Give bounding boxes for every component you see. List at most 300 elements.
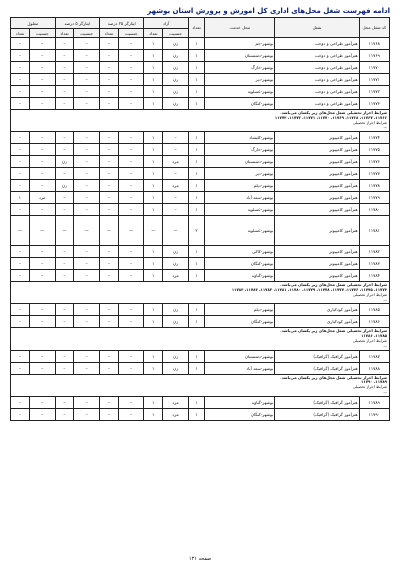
cell-job: هنرآموز طراحی و دوخت xyxy=(275,74,359,86)
table-row xyxy=(11,98,390,110)
cell-job: هنرآموز طراحی و دوخت xyxy=(275,86,359,98)
cell-c: – xyxy=(74,408,100,420)
cell-c: – xyxy=(74,86,100,98)
cell-code: ۱۱۷۷۴ xyxy=(359,132,389,144)
cell-n: ۱ xyxy=(188,408,204,420)
cell-loc: بوشهر-دیلم xyxy=(205,180,275,192)
cell-code: ۱۱۷۶۹ xyxy=(359,50,389,62)
cell-f: – xyxy=(11,396,30,408)
cell-fn: ۱ xyxy=(144,246,163,258)
col-job: شغل xyxy=(275,18,359,38)
cell-n: ۱ xyxy=(188,86,204,98)
cell-b: — xyxy=(100,216,119,246)
requirements-text xyxy=(11,110,390,132)
cell-code: ۱۱۷۷۸ xyxy=(359,180,389,192)
table-row xyxy=(11,316,390,328)
cell-fg: – xyxy=(163,144,189,156)
table-row xyxy=(11,192,390,204)
note-line: ۱۱۷۸۵، ۱۱۷۸۶ xyxy=(361,333,387,339)
cell-n: ۱ xyxy=(188,62,204,74)
cell-code: ۱۱۷۷۷ xyxy=(359,168,389,180)
note-line: شرایط احراز تحصیلی xyxy=(352,291,387,297)
cell-d: – xyxy=(55,98,74,110)
cell-n: ۱ xyxy=(188,38,204,50)
cell-e: – xyxy=(29,362,55,374)
cell-n: ۱ xyxy=(188,304,204,316)
col-disabled-gender: جنسیت xyxy=(29,29,55,38)
cell-a: – xyxy=(118,180,144,192)
cell-code: ۱۱۷۷۹ xyxy=(359,192,389,204)
cell-fg: – xyxy=(163,192,189,204)
cell-loc: بوشهر-عسلویه xyxy=(205,204,275,216)
cell-c: – xyxy=(74,362,100,374)
cell-d: – xyxy=(55,350,74,362)
cell-f: – xyxy=(11,408,30,420)
cell-code: ۱۱۷۸۲ xyxy=(359,246,389,258)
cell-a: – xyxy=(118,98,144,110)
cell-a: – xyxy=(118,156,144,168)
cell-e: – xyxy=(29,62,55,74)
cell-a: – xyxy=(118,86,144,98)
cell-loc: بوشهر-عسلویه xyxy=(205,86,275,98)
cell-d: زن xyxy=(55,156,74,168)
cell-fn: — xyxy=(144,216,163,246)
cell-fn: ۱ xyxy=(144,38,163,50)
cell-n: ۱ xyxy=(188,168,204,180)
cell-n: ۱ xyxy=(188,74,204,86)
cell-d: – xyxy=(55,62,74,74)
cell-b: – xyxy=(100,362,119,374)
col-free-gender: جنسیت xyxy=(163,29,189,38)
cell-d: زن xyxy=(55,180,74,192)
note-line: شرایط احراز تحصیلی شغل محل‌های زیر یکسان می‌باشد. xyxy=(280,282,387,288)
col-free-count: تعداد xyxy=(144,29,163,38)
cell-n: ۱ xyxy=(188,204,204,216)
cell-c: – xyxy=(74,168,100,180)
cell-code: ۱۱۷۸۰ xyxy=(359,204,389,216)
cell-c: – xyxy=(74,38,100,50)
table-row xyxy=(11,132,390,144)
cell-a: – xyxy=(118,316,144,328)
cell-code: ۱۱۷۸۵ xyxy=(359,304,389,316)
cell-e: – xyxy=(29,86,55,98)
cell-job: هنرآموز کامپیوتر xyxy=(275,180,359,192)
cell-loc: بوشهر-کلیشاد xyxy=(205,132,275,144)
cell-n: ۱ xyxy=(188,258,204,270)
cell-a: – xyxy=(118,246,144,258)
cell-d: – xyxy=(55,144,74,156)
cell-a: – xyxy=(118,50,144,62)
cell-b: – xyxy=(100,258,119,270)
cell-b: – xyxy=(100,38,119,50)
cell-job: هنرآموز کامپیوتر xyxy=(275,204,359,216)
cell-fg: زن xyxy=(163,62,189,74)
cell-c: – xyxy=(74,350,100,362)
cell-f: – xyxy=(11,98,30,110)
cell-a: – xyxy=(118,74,144,86)
cell-code: ۱۱۷۷۱ xyxy=(359,74,389,86)
col-q5-count: تعداد xyxy=(55,29,74,38)
cell-f: – xyxy=(11,316,30,328)
page-title: ادامه فهرست شغل محل‌های اداری کل آموزش و پرورش استان بوشهر xyxy=(147,7,390,15)
note-line: شرایط احراز تحصیلی شغل محل‌های زیر یکسان می‌باشد. xyxy=(280,110,387,115)
cell-e: – xyxy=(29,204,55,216)
col-q25-gender: جنسیت xyxy=(118,29,144,38)
cell-e: – xyxy=(29,180,55,192)
cell-loc: بوشهر-دشتستان xyxy=(205,156,275,168)
col-location: محل خدمت xyxy=(205,18,275,38)
cell-e: – xyxy=(29,50,55,62)
cell-c: – xyxy=(74,258,100,270)
cell-c: – xyxy=(74,156,100,168)
cell-f: – xyxy=(11,168,30,180)
cell-loc: بوشهر-گناوه xyxy=(205,270,275,282)
cell-n: ۱ xyxy=(188,396,204,408)
cell-b: – xyxy=(100,204,119,216)
cell-fg: زن xyxy=(163,74,189,86)
cell-f: – xyxy=(11,204,30,216)
cell-fg: مرد xyxy=(163,270,189,282)
cell-a: – xyxy=(118,408,144,420)
table-row xyxy=(11,396,390,408)
cell-c: – xyxy=(74,98,100,110)
cell-f: – xyxy=(11,74,30,86)
cell-job: هنرآموز کامپیوتر xyxy=(275,246,359,258)
cell-f: – xyxy=(11,180,30,192)
cell-c: – xyxy=(74,396,100,408)
note-line: — xyxy=(383,342,387,348)
table-row xyxy=(11,258,390,270)
cell-loc: بوشهر-کاکی xyxy=(205,246,275,258)
cell-loc: بوشهر-خارگ xyxy=(205,62,275,74)
cell-fg: مرد xyxy=(163,408,189,420)
cell-b: – xyxy=(100,350,119,362)
cell-e: – xyxy=(29,396,55,408)
note-line: ۱۱۷۸۹، ۱۱۷۹۰ xyxy=(361,379,387,385)
col-count: تعداد xyxy=(188,18,204,38)
note-line: — xyxy=(383,296,387,302)
table-row xyxy=(11,270,390,282)
cell-fg: زن xyxy=(163,304,189,316)
cell-f: – xyxy=(11,132,30,144)
cell-d: – xyxy=(55,408,74,420)
cell-loc: بوشهر-دیر xyxy=(205,74,275,86)
cell-n: ۱ xyxy=(188,144,204,156)
cell-a: – xyxy=(118,62,144,74)
cell-a: – xyxy=(118,258,144,270)
cell-f: ۱ xyxy=(11,192,30,204)
table-row xyxy=(11,180,390,192)
cell-a: – xyxy=(118,168,144,180)
cell-job: هنرآموز طراحی و دوخت xyxy=(275,38,359,50)
cell-loc: بوشهر-کنگان xyxy=(205,98,275,110)
cell-b: – xyxy=(100,304,119,316)
cell-job: هنرآموز کودکیاری xyxy=(275,304,359,316)
col-quota-25: ایثارگر ۲۵ درصد xyxy=(100,18,144,29)
table-row xyxy=(11,156,390,168)
cell-d: – xyxy=(55,246,74,258)
cell-a: – xyxy=(118,304,144,316)
requirements-note xyxy=(11,110,390,132)
cell-fn: ۱ xyxy=(144,408,163,420)
cell-a: – xyxy=(118,270,144,282)
cell-n: ۱ xyxy=(188,156,204,168)
cell-a: — xyxy=(118,216,144,246)
cell-c: – xyxy=(74,192,100,204)
requirements-note xyxy=(11,374,390,396)
cell-fn: ۱ xyxy=(144,180,163,192)
requirements-text xyxy=(11,328,390,350)
note-line: — xyxy=(383,388,387,394)
cell-f: – xyxy=(11,62,30,74)
cell-code: ۱۱۷۸۸ xyxy=(359,362,389,374)
cell-c: – xyxy=(74,74,100,86)
cell-loc: بوشهر-خارگ xyxy=(205,144,275,156)
table-row xyxy=(11,304,390,316)
cell-job: هنرآموز کامپیوتر xyxy=(275,144,359,156)
cell-fg: زن xyxy=(163,362,189,374)
table-row xyxy=(11,38,390,50)
cell-loc: بوشهر-دیر xyxy=(205,168,275,180)
cell-code: ۱۱۷۷۳ xyxy=(359,98,389,110)
cell-b: – xyxy=(100,86,119,98)
cell-b: – xyxy=(100,156,119,168)
cell-job: هنرآموز کامپیوتر xyxy=(275,258,359,270)
cell-fg: زن xyxy=(163,38,189,50)
cell-n: ۱ xyxy=(188,132,204,144)
col-disabled-count: تعداد xyxy=(11,29,30,38)
cell-e: – xyxy=(29,98,55,110)
cell-loc: بوشهر-کنگان xyxy=(205,316,275,328)
cell-a: – xyxy=(118,362,144,374)
cell-b: – xyxy=(100,316,119,328)
cell-code: ۱۱۷۶۸ xyxy=(359,38,389,50)
table-row xyxy=(11,74,390,86)
cell-loc: بوشهر-دشتستان xyxy=(205,350,275,362)
cell-b: – xyxy=(100,144,119,156)
cell-f: – xyxy=(11,350,30,362)
cell-d: – xyxy=(55,258,74,270)
cell-a: – xyxy=(118,132,144,144)
cell-job: هنرآموز گرافیک (گرافیک) xyxy=(275,408,359,420)
col-quota-5: ایثارگر ۵ درصد xyxy=(55,18,99,29)
table-row xyxy=(11,86,390,98)
cell-code: ۱۱۷۷۶ xyxy=(359,156,389,168)
cell-d: – xyxy=(55,50,74,62)
cell-code: ۱۱۷۷۰ xyxy=(359,62,389,74)
col-q25-count: تعداد xyxy=(100,29,119,38)
requirements-note xyxy=(11,282,390,304)
cell-n: ۲ xyxy=(188,216,204,246)
cell-f: – xyxy=(11,362,30,374)
cell-b: – xyxy=(100,98,119,110)
cell-code: ۱۱۷۸۹ xyxy=(359,396,389,408)
cell-d: – xyxy=(55,204,74,216)
cell-fn: ۱ xyxy=(144,362,163,374)
cell-job: هنرآموز کامپیوتر xyxy=(275,216,359,246)
cell-n: ۱ xyxy=(188,180,204,192)
cell-e: – xyxy=(29,38,55,50)
cell-e: – xyxy=(29,132,55,144)
cell-a: – xyxy=(118,204,144,216)
cell-job: هنرآموز گرافیک (گرافیک) xyxy=(275,396,359,408)
note-line: شرایط احراز تحصیلی xyxy=(352,337,387,343)
cell-b: – xyxy=(100,62,119,74)
cell-b: – xyxy=(100,74,119,86)
cell-n: ۱ xyxy=(188,192,204,204)
cell-fn: ۱ xyxy=(144,270,163,282)
cell-loc: بوشهر-سعد آباد xyxy=(205,362,275,374)
cell-d: – xyxy=(55,192,74,204)
cell-f: – xyxy=(11,50,30,62)
table-row xyxy=(11,204,390,216)
cell-code: ۱۱۷۸۶ xyxy=(359,316,389,328)
note-line: شرایط احراز تحصیلی شغل محل‌های زیر یکسان می‌باشد. xyxy=(280,328,387,334)
cell-fn: ۱ xyxy=(144,132,163,144)
cell-fn: ۱ xyxy=(144,192,163,204)
cell-e: – xyxy=(29,246,55,258)
cell-job: هنرآموز طراحی و دوخت xyxy=(275,98,359,110)
cell-f: – xyxy=(11,304,30,316)
table-row xyxy=(11,246,390,258)
cell-b: – xyxy=(100,132,119,144)
table-row xyxy=(11,350,390,362)
note-line: شرایط احراز تحصیلی شغل محل‌های زیر یکسان می‌باشد. xyxy=(280,374,387,380)
note-line: ۱۱۷۶۶، ۱۱۷۶۷، ۱۱۷۶۸، ۱۱۷۶۹، ۱۱۷۷۰، ۱۱۷۷۱، ۱۱۷۷۲، ۱۱۷۷۳ xyxy=(274,114,387,120)
table-row xyxy=(11,144,390,156)
cell-a: – xyxy=(118,350,144,362)
cell-e: – xyxy=(29,408,55,420)
cell-d: – xyxy=(55,132,74,144)
cell-job: هنرآموز کودکیاری xyxy=(275,316,359,328)
cell-fg: مرد xyxy=(163,396,189,408)
cell-code: ۱۱۷۸۴ xyxy=(359,270,389,282)
cell-d: – xyxy=(55,74,74,86)
cell-b: – xyxy=(100,270,119,282)
cell-c: – xyxy=(74,270,100,282)
cell-loc: بوشهر-سعد آباد xyxy=(205,192,275,204)
cell-job: هنرآموز کامپیوتر xyxy=(275,132,359,144)
cell-e: – xyxy=(29,258,55,270)
cell-n: ۱ xyxy=(188,316,204,328)
cell-c: – xyxy=(74,180,100,192)
cell-loc: بوشهر-دیلم xyxy=(205,304,275,316)
cell-fg: – xyxy=(163,132,189,144)
cell-fn: ۱ xyxy=(144,168,163,180)
cell-f: – xyxy=(11,86,30,98)
cell-n: ۱ xyxy=(188,350,204,362)
cell-job: هنرآموز کامپیوتر xyxy=(275,270,359,282)
cell-b: – xyxy=(100,192,119,204)
cell-fg: زن xyxy=(163,316,189,328)
cell-job: هنرآموز طراحی و دوخت xyxy=(275,50,359,62)
cell-b: – xyxy=(100,408,119,420)
cell-fn: ۱ xyxy=(144,258,163,270)
page-footer: صفحه ۱۳۱ xyxy=(188,556,212,562)
cell-e: – xyxy=(29,156,55,168)
cell-fg: – xyxy=(163,204,189,216)
cell-c: – xyxy=(74,246,100,258)
cell-code: ۱۱۷۸۷ xyxy=(359,350,389,362)
cell-c: – xyxy=(74,62,100,74)
cell-fn: ۱ xyxy=(144,396,163,408)
cell-loc: بوشهر-جم xyxy=(205,38,275,50)
table-row xyxy=(11,408,390,420)
cell-loc: بوشهر-دشتستان xyxy=(205,50,275,62)
cell-f: – xyxy=(11,156,30,168)
cell-fn: ۱ xyxy=(144,86,163,98)
cell-b: – xyxy=(100,168,119,180)
cell-d: – xyxy=(55,38,74,50)
cell-fg: زن xyxy=(163,98,189,110)
cell-fg: زن xyxy=(163,258,189,270)
cell-n: ۱ xyxy=(188,362,204,374)
cell-c: – xyxy=(74,316,100,328)
cell-job: هنرآموز کامپیوتر xyxy=(275,168,359,180)
cell-job: هنرآموز طراحی و دوخت xyxy=(275,62,359,74)
cell-job: هنرآموز کامپیوتر xyxy=(275,192,359,204)
cell-a: – xyxy=(118,396,144,408)
cell-fg: زن xyxy=(163,350,189,362)
cell-fn: ۱ xyxy=(144,62,163,74)
cell-c: – xyxy=(74,144,100,156)
cell-d: – xyxy=(55,396,74,408)
cell-fg: زن xyxy=(163,50,189,62)
cell-d: – xyxy=(55,168,74,180)
table-row xyxy=(11,362,390,374)
cell-code: ۱۱۷۸۱ xyxy=(359,216,389,246)
cell-job: هنرآموز گرافیک (گرافیک) xyxy=(275,350,359,362)
cell-fg: – xyxy=(163,168,189,180)
cell-fn: ۱ xyxy=(144,204,163,216)
cell-fn: ۱ xyxy=(144,50,163,62)
cell-f: — xyxy=(11,216,30,246)
cell-f: – xyxy=(11,246,30,258)
cell-e: – xyxy=(29,168,55,180)
cell-e: – xyxy=(29,74,55,86)
cell-a: – xyxy=(118,192,144,204)
cell-n: ۱ xyxy=(188,98,204,110)
cell-fn: ۱ xyxy=(144,350,163,362)
cell-d: – xyxy=(55,316,74,328)
requirements-text xyxy=(11,374,390,396)
table-row xyxy=(11,62,390,74)
cell-fg: زن xyxy=(163,246,189,258)
cell-d: – xyxy=(55,270,74,282)
cell-fn: ۱ xyxy=(144,144,163,156)
cell-fn: ۱ xyxy=(144,156,163,168)
cell-d: – xyxy=(55,86,74,98)
cell-b: – xyxy=(100,246,119,258)
cell-fg: — xyxy=(163,216,189,246)
cell-fn: ۱ xyxy=(144,316,163,328)
cell-e: – xyxy=(29,316,55,328)
table-row xyxy=(11,168,390,180)
cell-c: – xyxy=(74,50,100,62)
cell-code: ۱۱۷۷۲ xyxy=(359,86,389,98)
cell-d: — xyxy=(55,216,74,246)
note-line: ۱۱۷۷۴، ۱۱۷۷۵، ۱۱۷۷۶، ۱۱۷۷۷، ۱۱۷۷۸، ۱۱۷۷۹، ۱۱۷۸۰، ۱۱۷۸۱، ۱۱۷۸۲، ۱۱۷۸۳، ۱۱۷۸۴ xyxy=(231,286,387,292)
cell-job: هنرآموز گرافیک (گرافیک) xyxy=(275,362,359,374)
cell-b: – xyxy=(100,396,119,408)
cell-fn: ۱ xyxy=(144,304,163,316)
cell-c: – xyxy=(74,204,100,216)
cell-n: ۱ xyxy=(188,246,204,258)
cell-e: – xyxy=(29,350,55,362)
col-free: آزاد xyxy=(144,18,188,29)
cell-d: – xyxy=(55,362,74,374)
note-line: شرایط احراز تحصیلی xyxy=(352,119,387,125)
